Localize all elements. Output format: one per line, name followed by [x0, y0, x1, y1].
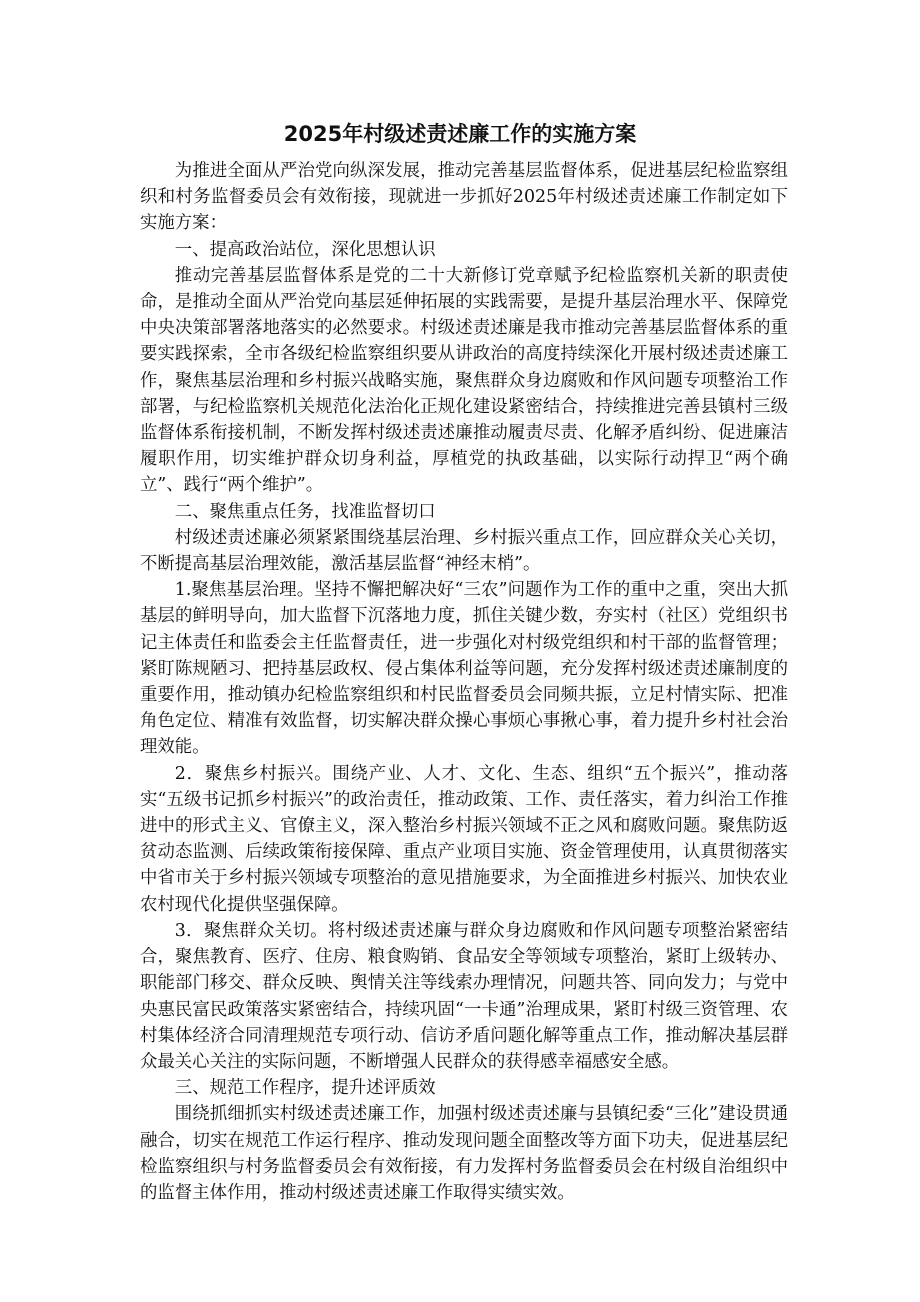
document-body — [140, 158, 788, 1206]
section-2-paragraph: 村级述责述廉必须紧紧围绕基层治理、乡村振兴重点工作，回应群众关心关切，不断提高基层治理效能，激活基层监督“神经末梢”。 — [140, 527, 788, 575]
section-2-item-1: 1.聚焦基层治理。坚持不懈把解决好“三农”问题作为工作的重中之重，突出大抓基层的鲜明导向，加大监督下沉落地力度，抓住关键少数，夯实村（社区）党组织书记主体责任和监委会主任监督责任，进一步强化对村级党组织和村干部的监督管理；紧盯陈规陋习、把持基层政权、侵占集体利益等问题，充分发挥村级述责述廉制度的重要作用，推动镇办纪检监察组织和村民监督委员会同频共振，立足村情实际、把准角色定位、精准有效监督，切实解决群众操心事烦心事揪心事，着力提升乡村社会治理效能。 — [140, 580, 788, 758]
section-3-paragraph: 围绕抓细抓实村级述责述廉工作，加强村级述责述廉与县镇纪委“三化”建设贯通融合，切实在规范工作运行程序、推动发现问题全面整改等方面下功夫，促进基层纪检监察组织与村务监督委员会有效衔接，有力发挥村务监督委员会在村级自治组织中的监督主体作用，推动村级述责述廉工作取得实绩实效。 — [140, 1104, 788, 1203]
intro-paragraph: 为推进全面从严治党向纵深发展，推动完善基层监督体系，促进基层纪检监察组织和村务监督委员会有效衔接，现就进一步抓好2025年村级述责述廉工作制定如下实施方案： — [140, 161, 788, 234]
section-3-heading: 三、规范工作程序，提升述评质效 — [174, 1078, 436, 1099]
document-title: 2025年村级述责述廉工作的实施方案 — [283, 122, 637, 146]
section-1-paragraph: 推动完善基层监督体系是党的二十大新修订党章赋予纪检监察机关新的职责使命，是推动全面从严治党向基层延伸拓展的实践需要，是提升基层治理水平、保障党中央决策部署落地落实的必然要求。村级述责述廉是我市推动完善基层监督体系的重要实践探索，全市各级纪检监察组织要从讲政治的高度持续深化开展村级述责述廉工作，聚焦基层治理和乡村振兴战略实施，聚焦群众身边腐败和作风问题专项整治工作部署，与纪检监察机关规范化法治化正规化建设紧密结合，持续推进完善县镇村三级监督体系衔接机制，不断发挥村级述责述廉推动履责尽责、化解矛盾纠纷、促进廉洁履职作用，切实维护群众切身利益，厚植党的执政基础，以实际行动捍卫“两个确立”、践行“两个维护”。 — [140, 265, 788, 496]
section-2-heading: 二、聚焦重点任务，找准监督切口 — [174, 501, 436, 522]
section-1-heading: 一、提高政治站位，深化思想认识 — [174, 239, 436, 260]
section-2-item-2: 2．聚焦乡村振兴。围绕产业、人才、文化、生态、组织“五个振兴”，推动落实“五级书记抓乡村振兴”的政治责任，推动政策、工作、责任落实，着力纠治工作推进中的形式主义、官僚主义，深入整治乡村振兴领域不正之风和腐败问题。聚焦防返贫动态监测、后续政策衔接保障、重点产业项目实施、资金管理使用，认真贯彻落实中省市关于乡村振兴领域专项整治的意见措施要求，为全面推进乡村振兴、加快农业农村现代化提供坚强保障。 — [140, 763, 788, 915]
section-2-item-3: 3．聚焦群众关切。将村级述责述廉与群众身边腐败和作风问题专项整治紧密结合，聚焦教育、医疗、住房、粮食购销、食品安全等领域专项整治，紧盯上级转办、职能部门移交、群众反映、舆情关注等线索办理情况，问题共答、同向发力；与党中央惠民富民政策落实紧密结合，持续巩固“一卡通”治理成果，紧盯村级三资管理、农村集体经济合同清理规范专项行动、信访矛盾问题化解等重点工作，推动解决基层群众最关心关注的实际问题，不断增强人民群众的获得感幸福感安全感。 — [140, 920, 788, 1072]
